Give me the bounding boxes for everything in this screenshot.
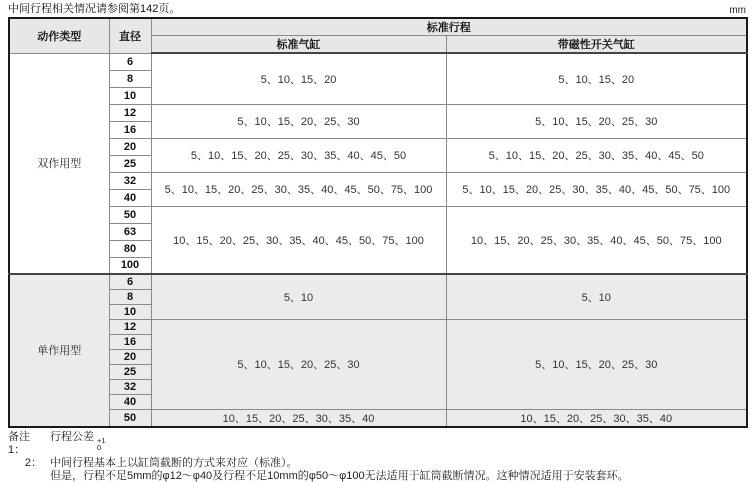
header-diameter: 直径 bbox=[109, 18, 151, 53]
table-row bbox=[9, 172, 747, 189]
diameter-cell: 32 bbox=[109, 379, 151, 394]
diameter-cell: 10 bbox=[109, 87, 151, 104]
stroke-magnetic-cell: 5、10、15、20、25、30、35、40、45、50 bbox=[446, 138, 747, 172]
diameter-cell: 40 bbox=[109, 394, 151, 409]
tolerance-lower: 0 bbox=[97, 442, 102, 452]
diameter-cell: 10 bbox=[109, 304, 151, 319]
diameter-cell: 8 bbox=[109, 289, 151, 304]
diameter-cell: 20 bbox=[109, 349, 151, 364]
note-1-label: 备注1： bbox=[8, 430, 30, 456]
stroke-magnetic-cell: 5、10、15、20 bbox=[446, 53, 747, 104]
diameter-cell: 40 bbox=[109, 189, 151, 206]
stroke-standard-cell: 5、10、15、20、25、30 bbox=[151, 319, 446, 409]
note-2-line2: 但是，行程不足5mm的φ12～φ40及行程不足10mm的φ50～φ100无法适用于缸筒截断情况。这种情况适用于安装套环。 bbox=[50, 469, 629, 482]
stroke-magnetic-cell: 10、15、20、25、30、35、40、45、50、75、100 bbox=[446, 206, 747, 274]
stroke-table bbox=[8, 17, 748, 428]
diameter-cell: 16 bbox=[109, 121, 151, 138]
diameter-cell: 32 bbox=[109, 172, 151, 189]
stroke-standard-cell: 5、10 bbox=[151, 274, 446, 319]
single-acting-section bbox=[9, 274, 747, 427]
diameter-cell: 8 bbox=[109, 70, 151, 87]
tolerance-upper: +1 bbox=[97, 435, 106, 445]
header-magnetic-cylinder: 带磁性开关气缸 bbox=[446, 36, 747, 54]
diameter-cell: 16 bbox=[109, 334, 151, 349]
note-1-text: 行程公差 +1 0 bbox=[50, 430, 106, 452]
stroke-standard-cell: 5、10、15、20、25、30 bbox=[151, 104, 446, 138]
table-row bbox=[9, 138, 747, 155]
stroke-standard-cell: 5、10、15、20、25、30、35、40、45、50、75、100 bbox=[151, 172, 446, 206]
note-1 bbox=[8, 431, 746, 457]
diameter-cell: 6 bbox=[109, 274, 151, 289]
top-bar bbox=[8, 2, 746, 16]
table-row bbox=[9, 319, 747, 334]
tolerance-stack bbox=[97, 437, 106, 451]
note-2-line1: 中间行程基本上以缸筒截断的方式来对应（标准）。 bbox=[50, 456, 298, 469]
stroke-magnetic-cell: 10、15、20、25、30、35、40 bbox=[446, 409, 747, 427]
action-type-cell: 双作用型 bbox=[9, 53, 109, 274]
diameter-cell: 20 bbox=[109, 138, 151, 155]
diameter-cell: 50 bbox=[109, 206, 151, 223]
diameter-cell: 6 bbox=[109, 53, 151, 70]
double-acting-section bbox=[9, 53, 747, 274]
stroke-magnetic-cell: 5、10 bbox=[446, 274, 747, 319]
stroke-standard-cell: 10、15、20、25、30、35、40 bbox=[151, 409, 446, 427]
diameter-cell: 12 bbox=[109, 104, 151, 121]
footnotes bbox=[8, 428, 746, 483]
header-action-type: 动作类型 bbox=[9, 18, 109, 53]
diameter-cell: 12 bbox=[109, 319, 151, 334]
table-row bbox=[9, 206, 747, 223]
note-2 bbox=[8, 457, 746, 470]
intro-note: 中间行程相关情况请参阅第142页。 bbox=[8, 3, 181, 15]
table-row bbox=[9, 53, 747, 70]
stroke-standard-cell: 10、15、20、25、30、35、40、45、50、75、100 bbox=[151, 206, 446, 274]
stroke-magnetic-cell: 5、10、15、20、25、30、35、40、45、50、75、100 bbox=[446, 172, 747, 206]
action-type-cell: 单作用型 bbox=[9, 274, 109, 427]
stroke-magnetic-cell: 5、10、15、20、25、30 bbox=[446, 104, 747, 138]
table-row bbox=[9, 274, 747, 289]
table-header bbox=[9, 18, 747, 53]
diameter-cell: 100 bbox=[109, 257, 151, 274]
table-row bbox=[9, 409, 747, 427]
diameter-cell: 50 bbox=[109, 409, 151, 427]
header-standard-stroke: 标准行程 bbox=[151, 18, 747, 36]
table-row bbox=[9, 104, 747, 121]
header-standard-cylinder: 标准气缸 bbox=[151, 36, 446, 54]
stroke-standard-cell: 5、10、15、20、25、30、35、40、45、50 bbox=[151, 138, 446, 172]
note-2-label: 2： bbox=[24, 456, 42, 469]
unit-label: mm bbox=[729, 5, 746, 16]
diameter-cell: 80 bbox=[109, 240, 151, 257]
diameter-cell: 25 bbox=[109, 155, 151, 172]
stroke-magnetic-cell: 5、10、15、20、25、30 bbox=[446, 319, 747, 409]
diameter-cell: 63 bbox=[109, 223, 151, 240]
stroke-standard-cell: 5、10、15、20 bbox=[151, 53, 446, 104]
diameter-cell: 25 bbox=[109, 364, 151, 379]
